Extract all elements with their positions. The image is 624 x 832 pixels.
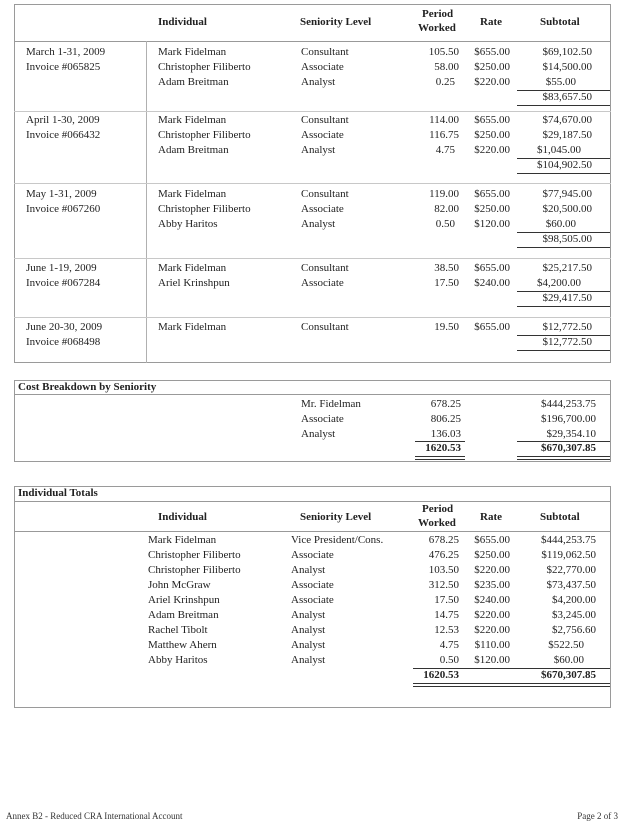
table-row-level: Analyst xyxy=(291,564,326,576)
table-row-level: Analyst xyxy=(291,609,326,621)
table-row-name: Mark Fidelman xyxy=(158,188,227,200)
table-row-rate: $220.00 xyxy=(474,624,510,636)
table-row-rate: $250.00 xyxy=(474,61,510,73)
invoice-number: Invoice #067284 xyxy=(26,277,101,289)
table-row-subtotal: $119,062.50 xyxy=(541,549,596,561)
table-row-name: Christopher Filiberto xyxy=(148,564,241,576)
individual-total-amount: $670,307.85 xyxy=(541,669,596,681)
table-row-level: Consultant xyxy=(301,321,349,333)
table-row-name: Mark Fidelman xyxy=(158,46,227,58)
individual-header-divider xyxy=(14,531,611,532)
table-row-level: Consultant xyxy=(301,114,349,126)
table-row-rate: $655.00 xyxy=(474,534,510,546)
table-row-rate: $220.00 xyxy=(474,144,510,156)
table-row-hours: 114.00 xyxy=(429,114,459,126)
table-row-subtotal: $55.00 xyxy=(545,76,576,88)
table-row-name: Mark Fidelman xyxy=(158,262,227,274)
table-row-level: Consultant xyxy=(301,188,349,200)
table-row-level: Consultant xyxy=(301,262,349,274)
table-row-subtotal: $29,187.50 xyxy=(542,129,592,141)
total-rule xyxy=(517,173,610,174)
breakdown-label: Analyst xyxy=(301,428,336,440)
table-row-name: John McGraw xyxy=(148,579,211,591)
individual-totals-double-rule xyxy=(413,683,610,687)
table-row-subtotal: $12,772.50 xyxy=(542,321,592,333)
table-row-hours: 116.75 xyxy=(429,129,459,141)
breakdown-hours: 136.03 xyxy=(430,428,461,440)
individual-total-hours: 1620.53 xyxy=(423,669,459,681)
breakdown-total-hours: 1620.53 xyxy=(425,442,461,454)
table-row-name: Abby Haritos xyxy=(158,218,218,230)
cost-breakdown-title: Cost Breakdown by Seniority xyxy=(18,381,157,393)
individual-totals-title: Individual Totals xyxy=(18,487,98,499)
table-row-subtotal: $522.50 xyxy=(548,639,584,651)
invoice-divider xyxy=(14,111,611,112)
table-row-hours: 103.50 xyxy=(428,564,459,576)
header-seniority: Seniority Level xyxy=(300,16,372,28)
table-row-subtotal: $1,045.00 xyxy=(537,144,581,156)
invoice-period: March 1-31, 2009 xyxy=(26,46,106,58)
table-row-level: Associate xyxy=(301,61,344,73)
table-row-subtotal: $444,253.75 xyxy=(541,534,596,546)
invoice-number: Invoice #065825 xyxy=(26,61,101,73)
footer-document-title: Annex B2 - Reduced CRA International Account xyxy=(6,811,183,821)
table-row-hours: 105.50 xyxy=(428,46,459,58)
table-row-level: Analyst xyxy=(301,76,336,88)
table-row-name: Mark Fidelman xyxy=(158,321,227,333)
header-individual: Individual xyxy=(158,511,207,523)
table-row-hours: 14.75 xyxy=(434,609,459,621)
table-row-name: Ariel Krinshpun xyxy=(148,594,220,606)
header-period-1: Period xyxy=(422,8,454,20)
header-individual: Individual xyxy=(158,16,207,28)
table-row-level: Associate xyxy=(291,549,334,561)
cost-breakdown-title-divider xyxy=(14,394,611,395)
header-period-2: Worked xyxy=(418,517,456,529)
header-rate: Rate xyxy=(480,511,502,523)
breakdown-amount: $444,253.75 xyxy=(541,398,596,410)
table-row-subtotal: $22,770.00 xyxy=(546,564,596,576)
table-row-hours: 17.50 xyxy=(434,277,459,289)
total-rule xyxy=(517,247,610,248)
individual-totals-title-divider xyxy=(14,501,611,502)
table-row-hours: 119.00 xyxy=(429,188,459,200)
invoice-divider xyxy=(14,258,611,259)
table-row-rate: $250.00 xyxy=(474,203,510,215)
invoice-period: June 20-30, 2009 xyxy=(26,321,103,333)
invoice-column-divider xyxy=(146,41,147,363)
table-row-subtotal: $3,245.00 xyxy=(552,609,596,621)
table-row-hours: 0.50 xyxy=(439,654,459,666)
table-row-rate: $655.00 xyxy=(474,46,510,58)
table-row-name: Mark Fidelman xyxy=(158,114,227,126)
breakdown-label: Mr. Fidelman xyxy=(301,398,361,410)
table-row-subtotal: $74,670.00 xyxy=(542,114,592,126)
table-row-name: Abby Haritos xyxy=(148,654,208,666)
table-row-name: Christopher Filiberto xyxy=(158,203,251,215)
header-subtotal: Subtotal xyxy=(540,511,580,523)
invoice-period: May 1-31, 2009 xyxy=(26,188,97,200)
table-row-level: Analyst xyxy=(301,218,336,230)
table-row-level: Consultant xyxy=(301,46,349,58)
table-row-rate: $220.00 xyxy=(474,564,510,576)
invoice-total: $104,902.50 xyxy=(537,159,592,171)
table-row-hours: 0.25 xyxy=(435,76,455,88)
table-row-rate: $240.00 xyxy=(474,277,510,289)
breakdown-total-amount: $670,307.85 xyxy=(541,442,596,454)
table-row-rate: $655.00 xyxy=(474,114,510,126)
invoice-number: Invoice #067260 xyxy=(26,203,101,215)
table-row-rate: $240.00 xyxy=(474,594,510,606)
table-row-level: Associate xyxy=(301,129,344,141)
table-row-subtotal: $77,945.00 xyxy=(542,188,592,200)
table-row-hours: 4.75 xyxy=(435,144,455,156)
table-row-level: Associate xyxy=(301,203,344,215)
table-row-rate: $220.00 xyxy=(474,76,510,88)
table-row-hours: 0.50 xyxy=(435,218,455,230)
table-row-rate: $655.00 xyxy=(474,262,510,274)
breakdown-hours: 678.25 xyxy=(430,398,461,410)
table-row-rate: $250.00 xyxy=(474,549,510,561)
invoice-period: April 1-30, 2009 xyxy=(26,114,100,126)
footer-page-number: Page 2 of 3 xyxy=(577,811,618,821)
table-row-level: Associate xyxy=(291,579,334,591)
table-row-hours: 4.75 xyxy=(439,639,459,651)
table-row-hours: 58.00 xyxy=(434,61,459,73)
table-row-hours: 38.50 xyxy=(434,262,459,274)
breakdown-amount: $196,700.00 xyxy=(541,413,596,425)
total-rule xyxy=(517,105,610,106)
table-row-subtotal: $4,200.00 xyxy=(552,594,596,606)
table-row-hours: 82.00 xyxy=(434,203,459,215)
table-row-level: Analyst xyxy=(291,639,326,651)
table-row-rate: $120.00 xyxy=(474,218,510,230)
header-subtotal: Subtotal xyxy=(540,16,580,28)
breakdown-label: Associate xyxy=(301,413,344,425)
table-row-rate: $655.00 xyxy=(474,321,510,333)
table-row-name: Adam Breitman xyxy=(148,609,219,621)
invoice-header-divider xyxy=(14,41,611,42)
table-row-name: Christopher Filiberto xyxy=(148,549,241,561)
table-row-hours: 12.53 xyxy=(434,624,459,636)
invoice-number: Invoice #068498 xyxy=(26,336,101,348)
table-row-subtotal: $69,102.50 xyxy=(542,46,592,58)
table-row-rate: $110.00 xyxy=(474,639,510,651)
table-row-level: Associate xyxy=(301,277,344,289)
table-row-name: Christopher Filiberto xyxy=(158,129,251,141)
total-rule xyxy=(517,306,610,307)
table-row-rate: $655.00 xyxy=(474,188,510,200)
table-row-subtotal: $4,200.00 xyxy=(537,277,581,289)
invoice-total: $98,505.00 xyxy=(542,233,592,245)
table-row-level: Associate xyxy=(291,594,334,606)
table-row-name: Adam Breitman xyxy=(158,76,229,88)
table-row-subtotal: $14,500.00 xyxy=(542,61,592,73)
table-row-name: Adam Breitman xyxy=(158,144,229,156)
invoice-total: $29,417.50 xyxy=(542,292,592,304)
breakdown-hours: 806.25 xyxy=(430,413,461,425)
table-row-name: Ariel Krinshpun xyxy=(158,277,230,289)
invoice-divider xyxy=(14,183,611,184)
table-row-name: Mark Fidelman xyxy=(148,534,217,546)
table-row-subtotal: $73,437.50 xyxy=(546,579,596,591)
table-row-rate: $250.00 xyxy=(474,129,510,141)
breakdown-hours-double-rule xyxy=(415,456,465,460)
table-row-subtotal: $20,500.00 xyxy=(542,203,592,215)
invoice-divider xyxy=(14,317,611,318)
table-row-level: Analyst xyxy=(301,144,336,156)
table-row-hours: 678.25 xyxy=(428,534,459,546)
table-row-hours: 19.50 xyxy=(434,321,459,333)
table-row-name: Christopher Filiberto xyxy=(158,61,251,73)
header-period-2: Worked xyxy=(418,22,456,34)
table-row-subtotal: $60.00 xyxy=(545,218,576,230)
total-rule xyxy=(517,350,610,351)
table-row-subtotal: $25,217.50 xyxy=(542,262,592,274)
header-period-1: Period xyxy=(422,503,454,515)
invoice-period: June 1-19, 2009 xyxy=(26,262,97,274)
table-row-rate: $235.00 xyxy=(474,579,510,591)
breakdown-amount-double-rule xyxy=(517,456,610,460)
table-row-subtotal: $60.00 xyxy=(553,654,584,666)
invoice-total: $83,657.50 xyxy=(542,91,592,103)
invoice-number: Invoice #066432 xyxy=(26,129,101,141)
invoice-total: $12,772.50 xyxy=(542,336,592,348)
header-rate: Rate xyxy=(480,16,502,28)
table-row-hours: 476.25 xyxy=(428,549,459,561)
breakdown-amount: $29,354.10 xyxy=(546,428,596,440)
table-row-level: Analyst xyxy=(291,624,326,636)
table-row-name: Rachel Tibolt xyxy=(148,624,208,636)
header-seniority: Seniority Level xyxy=(300,511,372,523)
table-row-hours: 17.50 xyxy=(434,594,459,606)
table-row-level: Analyst xyxy=(291,654,326,666)
table-row-name: Matthew Ahern xyxy=(148,639,217,651)
table-row-subtotal: $2,756.60 xyxy=(552,624,596,636)
table-row-rate: $220.00 xyxy=(474,609,510,621)
table-row-level: Vice President/Cons. xyxy=(291,534,384,546)
table-row-hours: 312.50 xyxy=(428,579,459,591)
table-row-rate: $120.00 xyxy=(474,654,510,666)
